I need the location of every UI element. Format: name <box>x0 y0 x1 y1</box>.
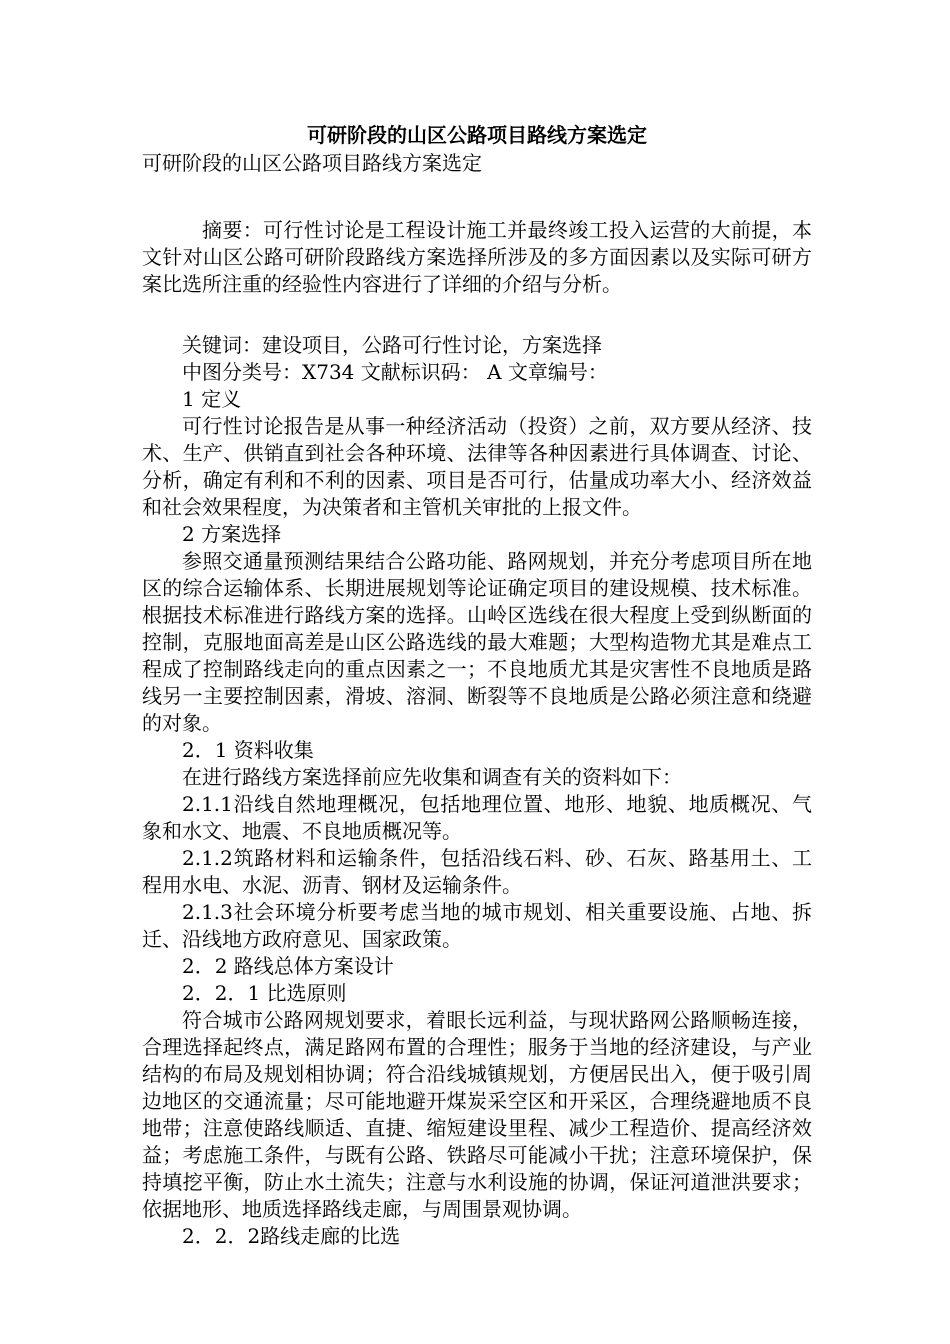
subsection-heading-data-collection: 2．1 资料收集 <box>182 738 314 762</box>
list-item-materials-transport: 2.1.2筑路材料和运输条件，包括沿线石料、砂、石灰、路基用土、工程用水电、水泥、沥青、钢材及运输条件。 <box>142 846 812 897</box>
keywords-line: 关键词：建设项目，公路可行性讨论，方案选择 <box>182 333 602 357</box>
section-heading-scheme-selection: 2 方案选择 <box>182 522 282 546</box>
list-item-natural-geography: 2.1.1沿线自然地理概况，包括地理位置、地形、地貌、地质概况、气象和水文、地震、不良地质概况等。 <box>142 792 812 843</box>
subsection-heading-corridor-comparison: 2．2．2路线走廊的比选 <box>182 1224 401 1248</box>
classification-line: 中图分类号：X734 文献标识码： A 文章编号： <box>182 360 608 384</box>
section-body-definition: 可行性讨论报告是从事一种经济活动（投资）之前，双方要从经济、技术、生产、供销直到社会各种环境、法律等各种因素进行具体调查、讨论、分析，确定有利和不利的因素、项目是否可行，估量成功率大小、经济效益和社会效果程度，为决策者和主管机关审批的上报文件。 <box>142 414 812 519</box>
section-body-scheme-selection: 参照交通量预测结果结合公路功能、路网规划，并充分考虑项目所在地区的综合运输体系、长期进展规划等论证确定项目的建设规模、技术标准。根据技术标准进行路线方案的选择。山岭区选线在很大程度上受到纵断面的控制，克服地面高差是山区公路选线的最大难题；大型构造物尤其是难点工程成了控制路线走向的重点因素之一；不良地质尤其是灾害性不良地质是路线另一主要控制因素，滑坡、溶洞、断裂等不良地质是公路必须注意和绕避的对象。 <box>142 549 812 735</box>
subsection-body-selection-principles: 符合城市公路网规划要求，着眼长远利益，与现状路网公路顺畅连接，合理选择起终点，满足路网布置的合理性；服务于当地的经济建设，与产业结构的布局及规划相协调；符合沿线城镇规划，方便居民出入，便于吸引周边地区的交通流量；尽可能地避开煤炭采空区和开采区，合理绕避地质不良地带；注意使路线顺适、直捷、缩短建设里程、减少工程造价、提高经济效益；考虑施工条件，与既有公路、铁路尽可能减小干扰；注意环境保护，保持填挖平衡，防止水土流失；注意与水利设施的协调，保证河道泄洪要求；依据地形、地质选择路线走廊，与周围景观协调。 <box>142 1008 812 1221</box>
document-subtitle: 可研阶段的山区公路项目路线方案选定 <box>142 151 482 175</box>
document-page <box>142 120 812 1250</box>
abstract-paragraph: 摘要：可行性讨论是工程设计施工并最终竣工投入运营的大前提，本文针对山区公路可研阶段路线方案选择所涉及的多方面因素以及实际可研方案比选所注重的经验性内容进行了详细的介绍与分析。 <box>142 218 812 296</box>
subsection-intro-data-collection: 在进行路线方案选择前应先收集和调查有关的资料如下： <box>182 765 682 789</box>
list-item-social-environment: 2.1.3社会环境分析要考虑当地的城市规划、相关重要设施、占地、拆迁、沿线地方政府意见、国家政策。 <box>142 900 812 951</box>
spacer <box>142 177 812 217</box>
subsection-heading-selection-principles: 2．2．1 比选原则 <box>182 981 347 1005</box>
section-heading-definition: 1 定义 <box>182 387 242 411</box>
spacer <box>142 298 812 332</box>
document-title: 可研阶段的山区公路项目路线方案选定 <box>307 123 647 147</box>
subsection-heading-overall-design: 2．2 路线总体方案设计 <box>182 954 394 978</box>
